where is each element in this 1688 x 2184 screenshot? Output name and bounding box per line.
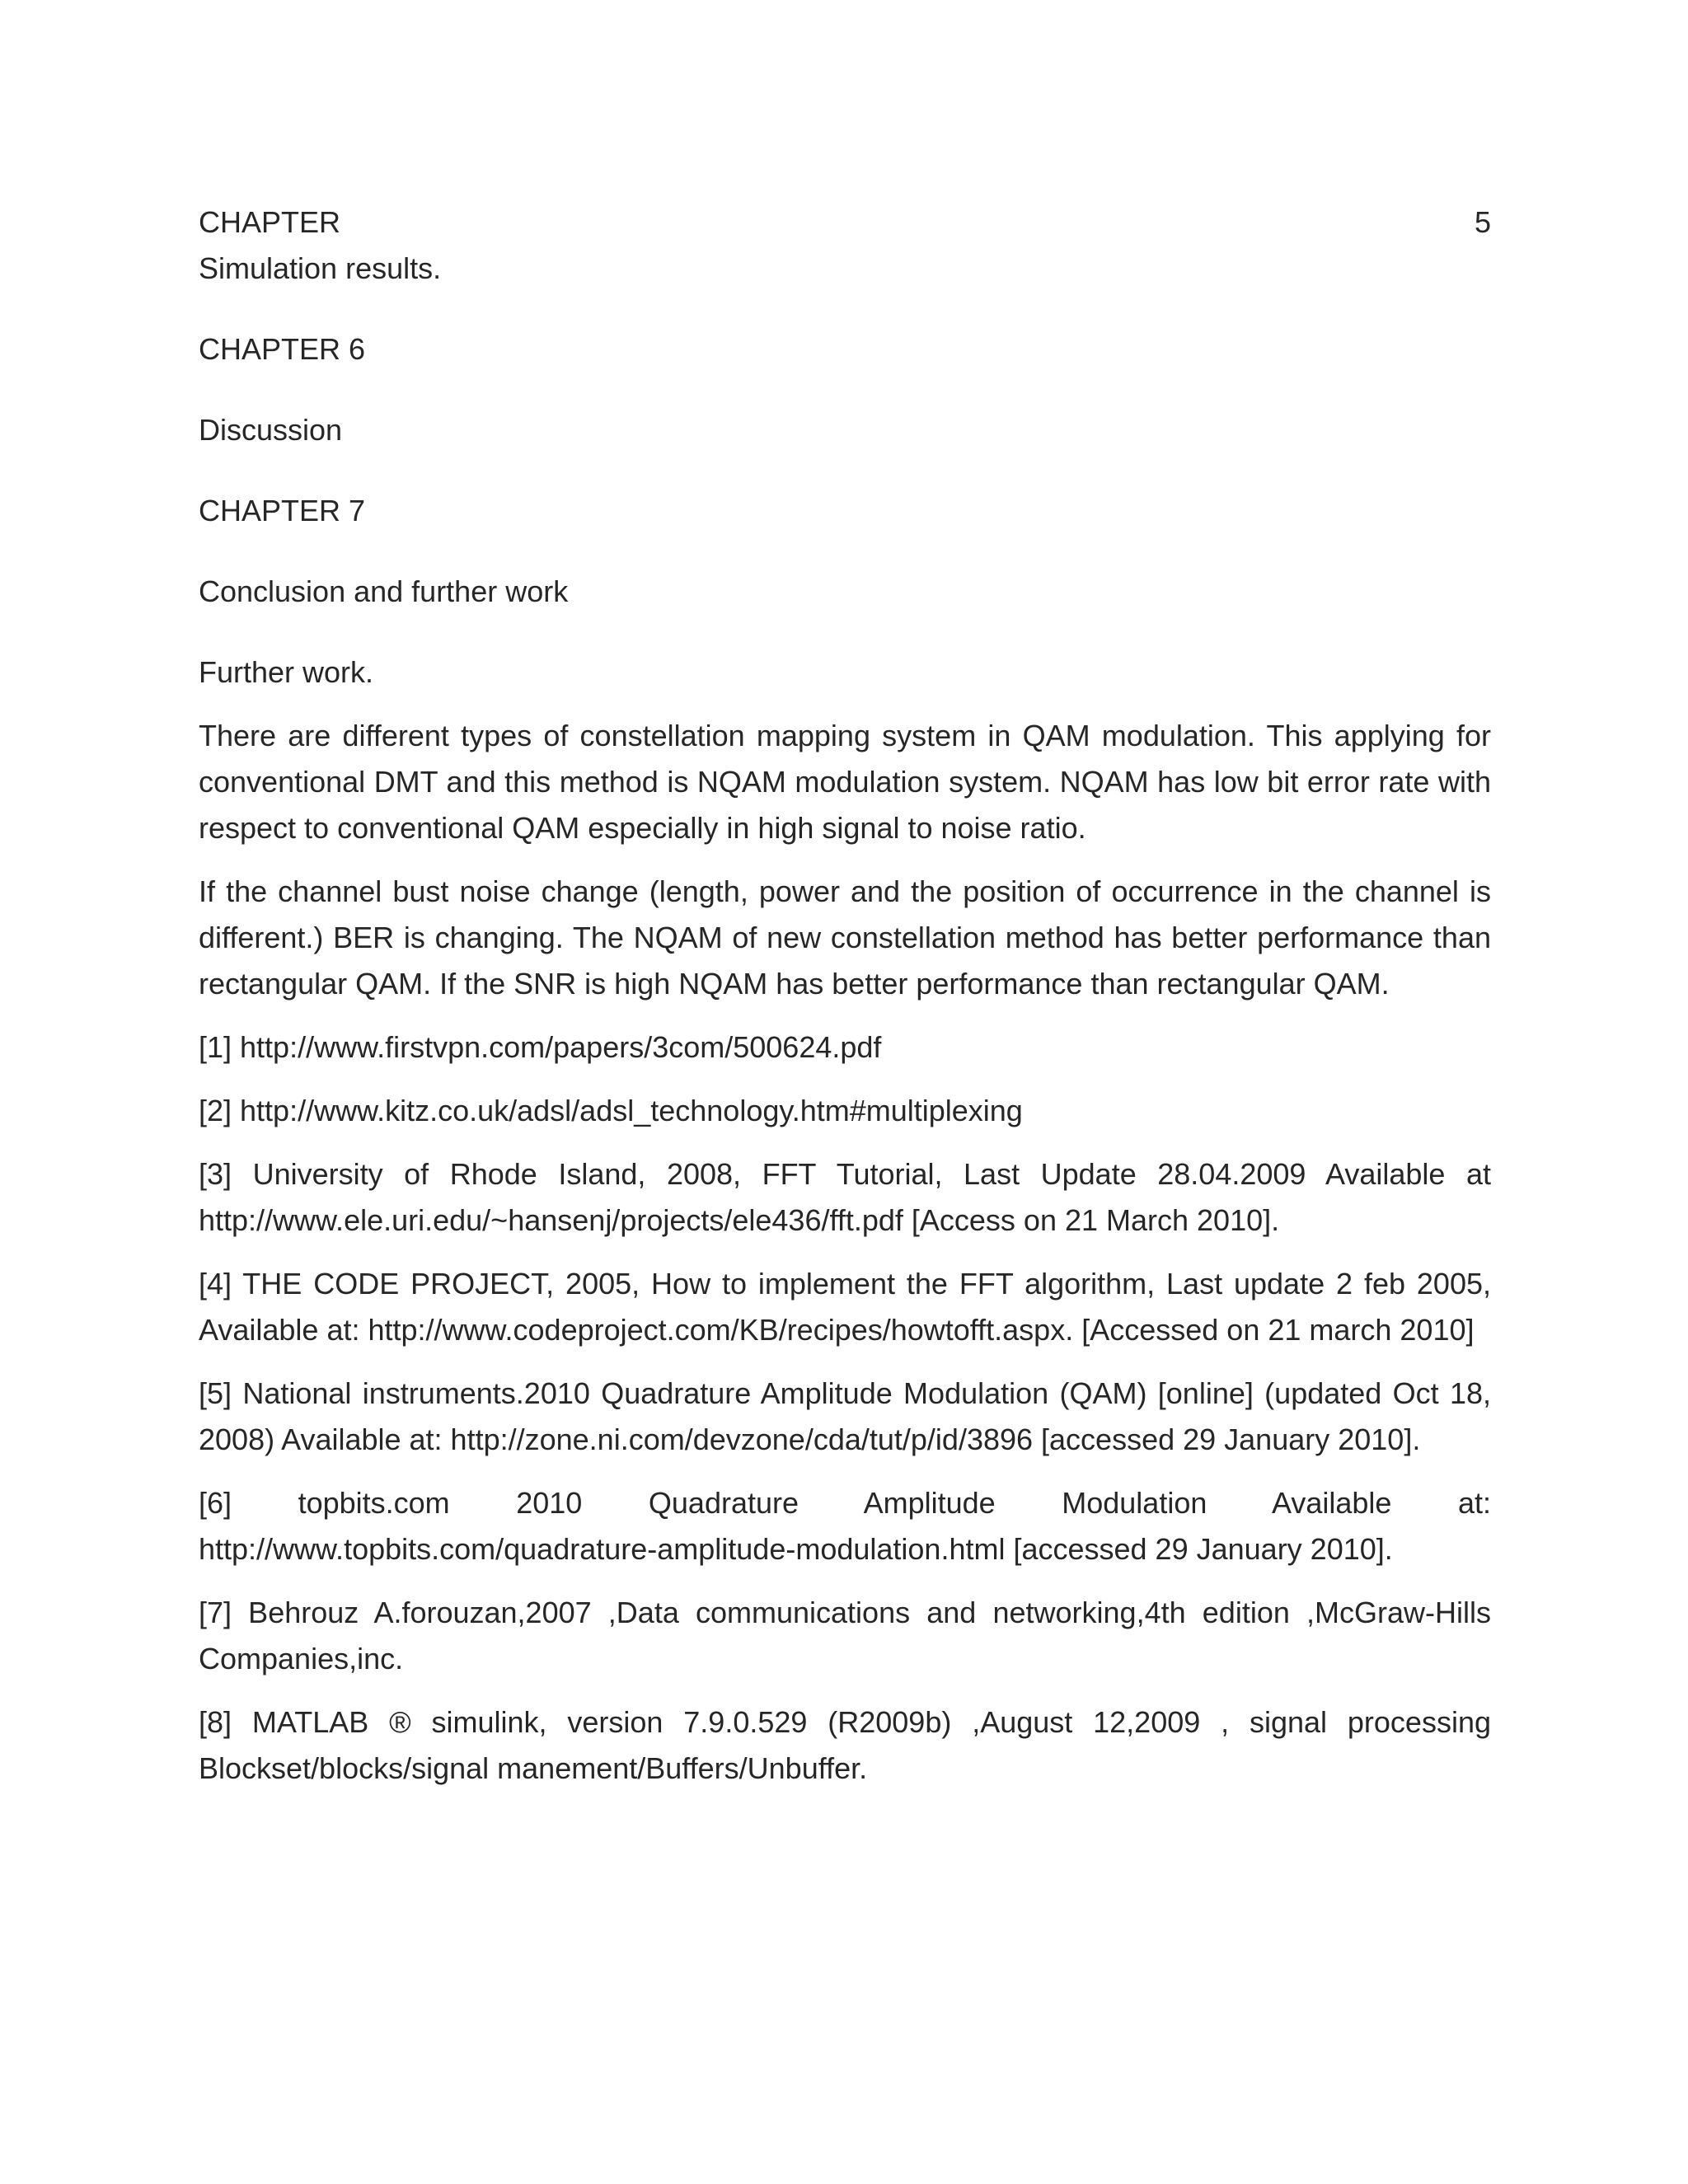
heading-conclusion: Conclusion and further work [199, 574, 569, 608]
reference-item: [4] THE CODE PROJECT, 2005, How to implement the FFT algorithm, Last update 2 feb 2005, Available at: http://www.codeproject.com/KB/recipes/howtofft.aspx. [Accessed on 21 march 2010] [199, 1267, 1491, 1347]
heading-chapter-6: CHAPTER 6 [199, 332, 366, 366]
chapter-header [199, 199, 1491, 246]
chapter-subtitle: Simulation results. [199, 251, 442, 285]
reference-item: [1] http://www.firstvpn.com/papers/3com/500624.pdf [199, 1030, 882, 1064]
reference-item: [2] http://www.kitz.co.uk/adsl/adsl_technology.htm#multiplexing [199, 1094, 1023, 1127]
heading-further-work: Further work. [199, 655, 374, 689]
reference-item: [6] topbits.com 2010 Quadrature Amplitude Modulation Available at: http://www.topbits.com/quadrature-amplitude-modulation.html [accessed 29 January 2010]. [199, 1486, 1491, 1566]
heading-discussion: Discussion [199, 413, 343, 447]
reference-item: [7] Behrouz A.forouzan,2007 ,Data communications and networking,4th edition ,McGraw-Hills Companies,inc. [199, 1596, 1491, 1675]
paragraph-burst-noise: If the channel bust noise change (length, power and the position of occurrence in the channel is different.) BER is changing. The NQAM of new constellation method has better performance than rectangular QAM. If the SNR is high NQAM has better performance than rectangular QAM. [199, 874, 1491, 1001]
reference-item: [8] MATLAB ® simulink, version 7.9.0.529 (R2009b) ,August 12,2009 , signal processing Blockset/blocks/signal manement/Buffers/Unbuffer. [199, 1705, 1491, 1785]
document-content [199, 199, 1491, 1809]
paragraph-constellation: There are different types of constellation mapping system in QAM modulation. This applying for conventional DMT and this method is NQAM modulation system. NQAM has low bit error rate with respect to conventional QAM especially in high signal to noise ratio. [199, 719, 1491, 845]
reference-item: [3] University of Rhode Island, 2008, FFT Tutorial, Last Update 28.04.2009 Available at http://www.ele.uri.edu/~hansenj/projects/ele436/fft.pdf [Access on 21 March 2010]. [199, 1157, 1491, 1237]
heading-chapter-7: CHAPTER 7 [199, 494, 366, 527]
chapter-number: 5 [1474, 205, 1491, 239]
reference-item: [5] National instruments.2010 Quadrature Amplitude Modulation (QAM) [online] (updated Oct 18, 2008) Available at: http://zone.ni.com/devzone/cda/tut/p/id/3896 [accessed 29 January 2010]. [199, 1376, 1491, 1456]
chapter-label: CHAPTER [199, 205, 341, 239]
